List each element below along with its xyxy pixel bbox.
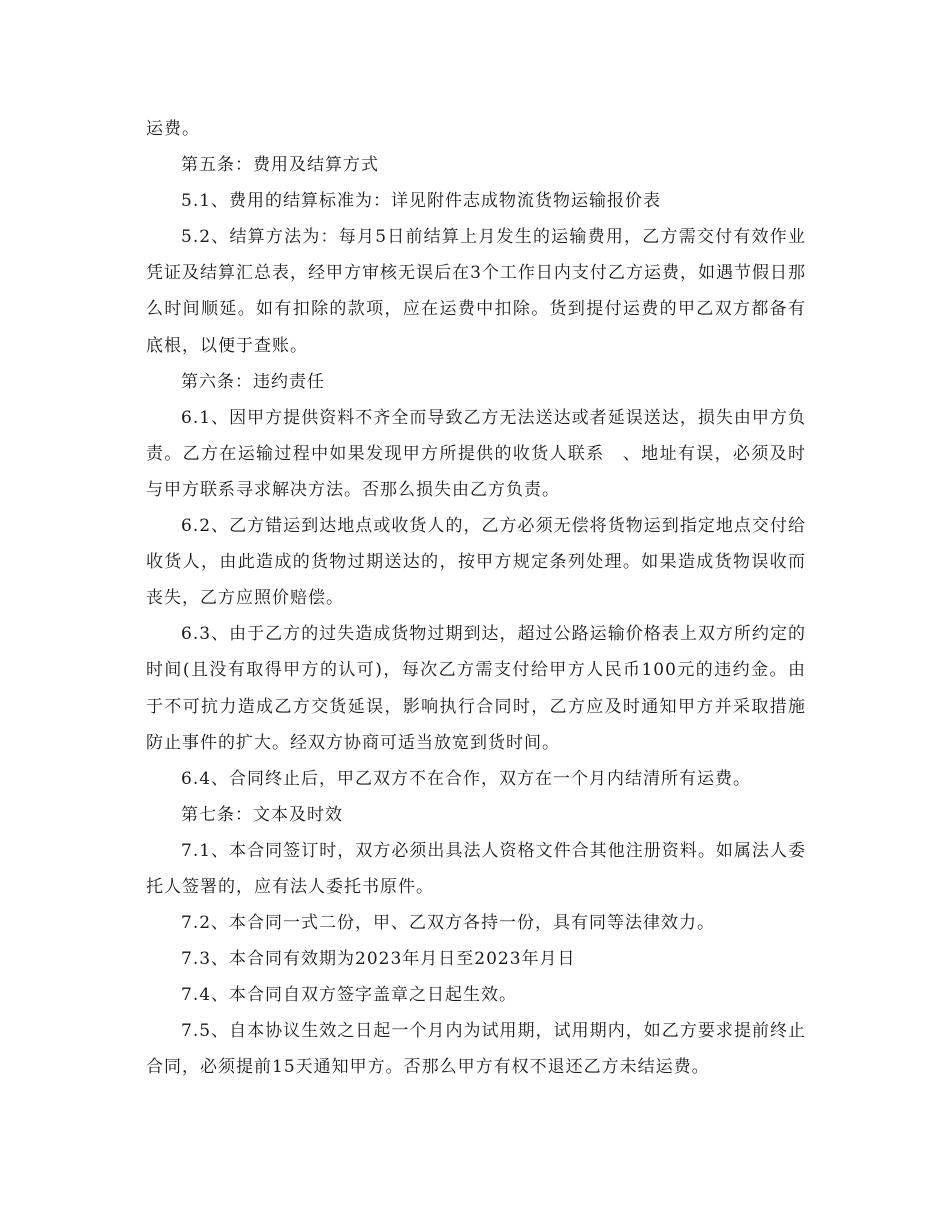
heading-article-7: 第七条：文本及时效 — [181, 804, 343, 825]
paragraph-7-1: 7.1、本合同签订时，双方必须出具法人资格文件合其他注册资料。如属法人委托人签署的，应有法人委托书原件。 — [146, 840, 806, 897]
paragraph-7-2: 7.2、本合同一式二份，甲、乙双方各持一份，具有同等法律效力。 — [181, 913, 716, 934]
paragraph-6-4: 6.4、合同终止后，甲乙双方不在合作，双方在一个月内结清所有运费。 — [181, 768, 752, 789]
paragraph-freight-end: 运费。 — [146, 119, 200, 139]
paragraph-5-1: 5.1、费用的结算标准为：详见附件志成物流货物运输报价表 — [181, 191, 662, 212]
paragraph-5-2: 5.2、结算方法为：每月5日前结算上月发生的运输费用，乙方需交付有效作业凭证及结算汇总表，经甲方审核无误后在3个工作日内支付乙方运费，如遇节假日那么时间顺延。如有扣除的款项，应在运费中扣除。货到提付运费的甲乙双方都备有底根，以便于查账。 — [146, 227, 806, 356]
heading-article-6: 第六条：违约责任 — [181, 371, 325, 392]
paragraph-6-2: 6.2、乙方错运到达地点或收货人的，乙方必须无偿将货物运到指定地点交付给收货人，由此造成的货物过期送达的，按甲方规定条列处理。如果造成货物误收而丧失，乙方应照价赔偿。 — [146, 516, 806, 609]
paragraph-7-4: 7.4、本合同自双方签字盖章之日起生效。 — [181, 985, 518, 1006]
paragraph-7-5: 7.5、自本协议生效之日起一个月内为试用期，试用期内，如乙方要求提前终止合同，必须提前15天通知甲方。否那么甲方有权不退还乙方未结运费。 — [146, 1021, 806, 1078]
paragraph-6-3: 6.3、由于乙方的过失造成货物过期到达，超过公路运输价格表上双方所约定的时间(且没有取得甲方的认可)，每次乙方需支付给甲方人民币100元的违约金。由于不可抗力造成乙方交货延误，影响执行合同时，乙方应及时通知甲方并采取措施防止事件的扩大。经双方协商可适当放宽到货时间。 — [146, 624, 806, 753]
heading-article-5: 第五条：费用及结算方式 — [181, 155, 379, 176]
paragraph-7-3: 7.3、本合同有效期为2023年月日至2023年月日 — [181, 949, 576, 970]
paragraph-6-1: 6.1、因甲方提供资料不齐全而导致乙方无法送达或者延误送达，损失由甲方负责。乙方在运输过程中如果发现甲方所提供的收货人联系 、地址有误，必须及时与甲方联系寻求解决方法。否那么损失由乙方负责。 — [146, 407, 806, 500]
contract-body — [146, 111, 806, 1086]
